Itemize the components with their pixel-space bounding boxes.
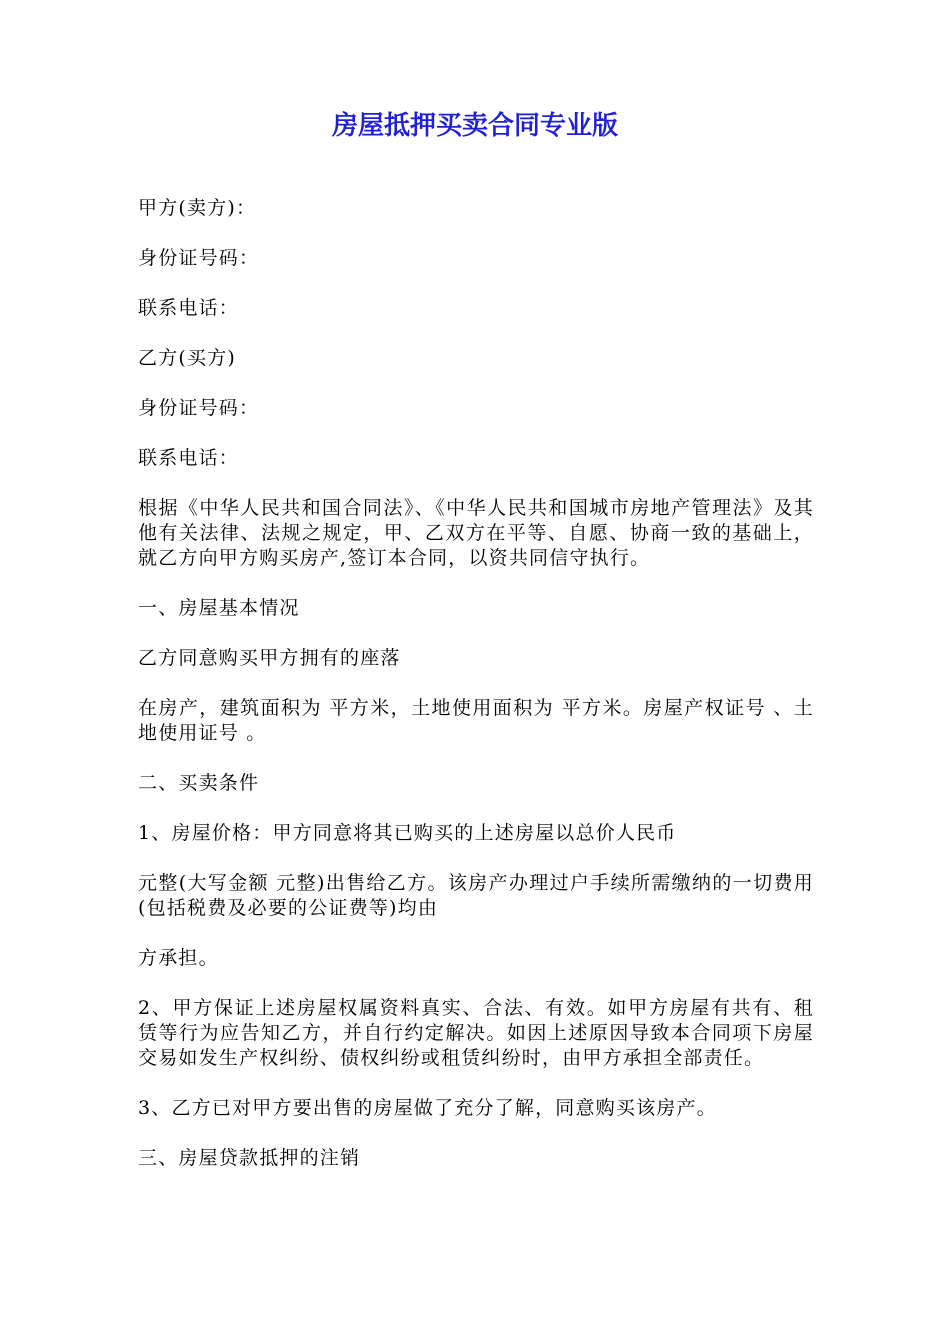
paragraph-fee-bearer: 方承担。 bbox=[138, 947, 219, 969]
paragraph-seller-id: 身份证号码： bbox=[138, 247, 260, 269]
section-heading-property: 一、房屋基本情况 bbox=[138, 597, 300, 619]
paragraph-preamble: 根据《中华人民共和国合同法》、《中华人民共和国城市房地产管理法》及其他有关法律、法规之规定，甲、乙双方在平等、自愿、协商一致的基础上，就乙方向甲方购买房产,签订本合同，以资共同信守执行。 bbox=[138, 497, 814, 569]
paragraph-location: 乙方同意购买甲方拥有的座落 bbox=[138, 647, 401, 669]
section-heading-mortgage: 三、房屋贷款抵押的注销 bbox=[138, 1147, 361, 1169]
paragraph-guarantee: 2、甲方保证上述房屋权属资料真实、合法、有效。如甲方房屋有共有、租赁等行为应告知乙方，并自行约定解决。如因上述原因导致本合同项下房屋交易如发生产权纠纷、债权纠纷或租赁纠纷时，由甲方承担全部责任。 bbox=[138, 997, 814, 1069]
section-heading-terms: 二、买卖条件 bbox=[138, 772, 260, 794]
paragraph-buyer-phone: 联系电话： bbox=[138, 447, 240, 469]
paragraph-price-detail: 元整(大写金额 元整)出售给乙方。该房产办理过户手续所需缴纳的一切费用(包括税费及必要的公证费等)均由 bbox=[138, 872, 814, 919]
paragraph-price: 1、房屋价格：甲方同意将其已购买的上述房屋以总价人民币 bbox=[138, 822, 677, 844]
paragraph-seller: 甲方(卖方)： bbox=[138, 197, 257, 219]
document-body bbox=[138, 196, 814, 1196]
paragraph-buyer-id: 身份证号码： bbox=[138, 397, 260, 419]
paragraph-area: 在房产，建筑面积为 平方米，土地使用面积为 平方米。房屋产权证号 、土地使用证号 。 bbox=[138, 697, 814, 744]
paragraph-buyer-consent: 3、乙方已对甲方要出售的房屋做了充分了解，同意购买该房产。 bbox=[138, 1097, 717, 1119]
paragraph-buyer: 乙方(买方) bbox=[138, 347, 237, 369]
paragraph-seller-phone: 联系电话： bbox=[138, 297, 240, 319]
document-title: 房屋抵押买卖合同专业版 bbox=[331, 111, 618, 141]
